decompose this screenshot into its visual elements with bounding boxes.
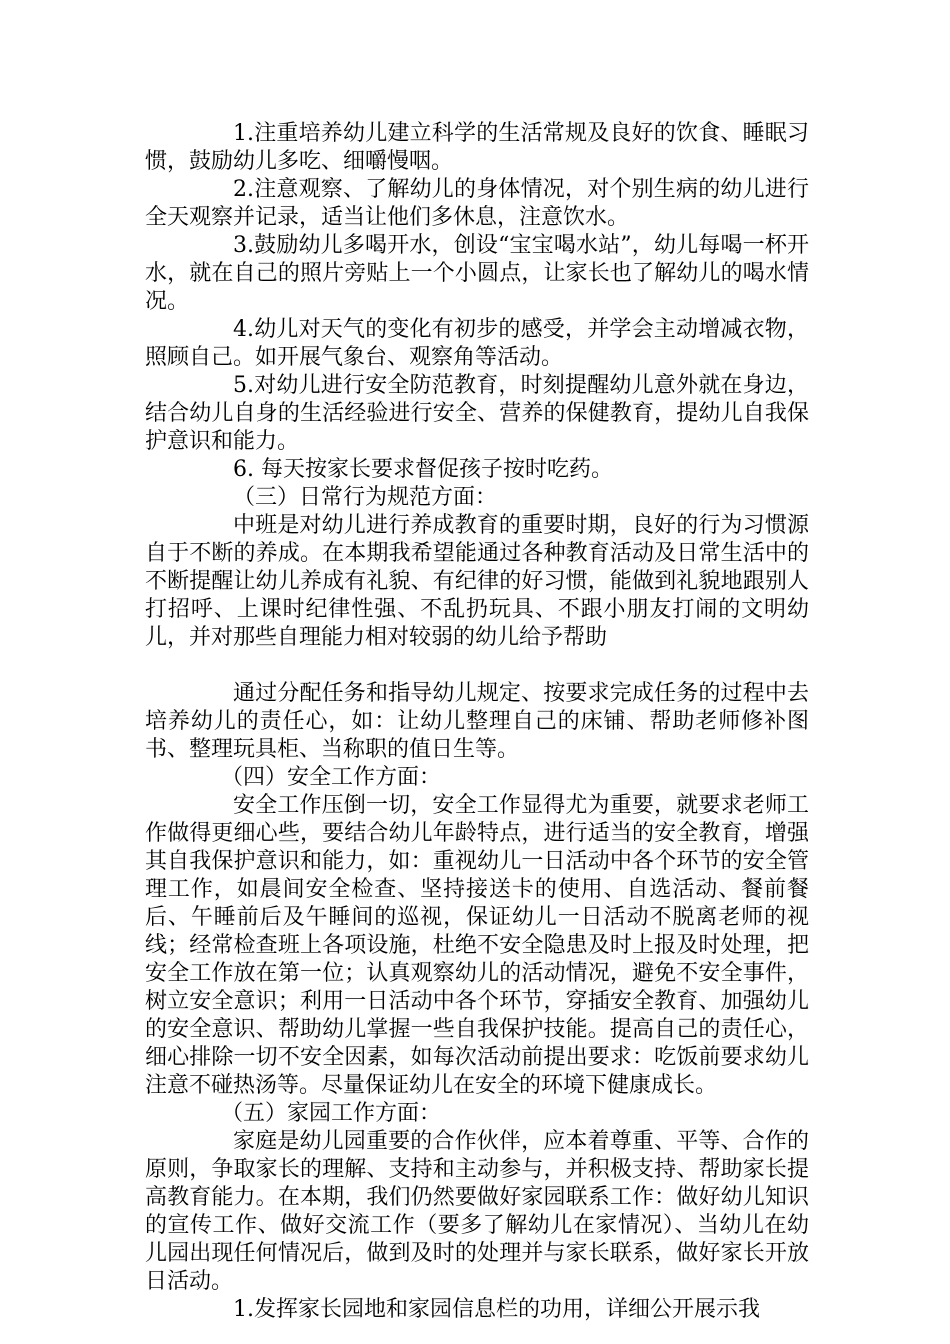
paragraph-3: 3.鼓励幼儿多喝开水，创设“宝宝喝水站”，幼儿每喝一杯开水，就在自己的照片旁贴上一个小圆点，让家长也了解幼儿的喝水情况。	[145, 233, 809, 314]
paragraph-6: 6. 每天按家长要求督促孩子按时吃药。	[233, 457, 613, 482]
paragraph-5: 5.对幼儿进行安全防范教育，时刻提醒幼儿意外就在身边，结合幼儿自身的生活经验进行安全、营养的保健教育，提幼儿自我保护意识和能力。	[145, 373, 809, 454]
section-heading-3: （三）日常行为规范方面：	[233, 485, 498, 510]
section-heading-4: （四）安全工作方面：	[221, 765, 442, 790]
paragraph-1: 1.注重培养幼儿建立科学的生活常规及良好的饮食、睡眠习惯，鼓励幼儿多吃、细嚼慢咽。	[145, 121, 809, 174]
blank-line	[145, 652, 809, 680]
paragraph-safety: 安全工作压倒一切，安全工作显得尤为重要，就要求老师工作做得更细心些，要结合幼儿年龄特点，进行适当的安全教育，增强其自我保护意识和能力，如：重视幼儿一日活动中各个环节的安全管理工作，如晨间安全检查、坚持接送卡的使用、自选活动、餐前餐后、午睡前后及午睡间的巡视，保证幼儿一日活动不脱离老师的视线；经常检查班上各项设施，杜绝不安全隐患及时上报及时处理，把安全工作放在第一位；认真观察幼儿的活动情况，避免不安全事件，树立安全意识；利用一日活动中各个环节，穿插安全教育、加强幼儿的安全意识、帮助幼儿掌握一些自我保护技能。提高自己的责任心，细心排除一切不安全因素，如每次活动前提出要求：吃饭前要求幼儿注意不碰热汤等。尽量保证幼儿在安全的环境下健康成长。	[145, 793, 809, 1098]
section-heading-5: （五）家园工作方面：	[221, 1101, 442, 1126]
paragraph-responsibility: 通过分配任务和指导幼儿规定、按要求完成任务的过程中去培养幼儿的责任心，如：让幼儿整理自己的床铺、帮助老师修补图书、整理玩具柜、当称职的值日生等。	[145, 681, 809, 762]
paragraph-home-school: 家庭是幼儿园重要的合作伙伴，应本着尊重、平等、合作的原则，争取家长的理解、支持和主动参与，并积极支持、帮助家长提高教育能力。在本期，我们仍然要做好家园联系工作：做好幼儿知识的宣传工作、做好交流工作（要多了解幼儿在家情况）、当幼儿在幼儿园出现任何情况后，做到及时的处理并与家长联系，做好家长开放日活动。	[145, 1129, 809, 1294]
paragraph-parent-board: 1.发挥家长园地和家园信息栏的功用，详细公开展示我	[233, 1297, 760, 1322]
paragraph-2: 2.注意观察、了解幼儿的身体情况，对个别生病的幼儿进行全天观察并记录，适当让他们多休息，注意饮水。	[145, 177, 809, 230]
paragraph-4: 4.幼儿对天气的变化有初步的感受，并学会主动增减衣物，照顾自己。如开展气象台、观察角等活动。	[145, 317, 809, 370]
paragraph-behavior: 中班是对幼儿进行养成教育的重要时期，良好的行为习惯源自于不断的养成。在本期我希望能通过各种教育活动及日常生活中的不断提醒让幼儿养成有礼貌、有纪律的好习惯，能做到礼貌地跟别人打招呼、上课时纪律性强、不乱扔玩具、不跟小朋友打闹的文明幼儿，并对那些自理能力相对较弱的幼儿给予帮助	[145, 513, 809, 650]
document-page	[145, 120, 809, 1324]
